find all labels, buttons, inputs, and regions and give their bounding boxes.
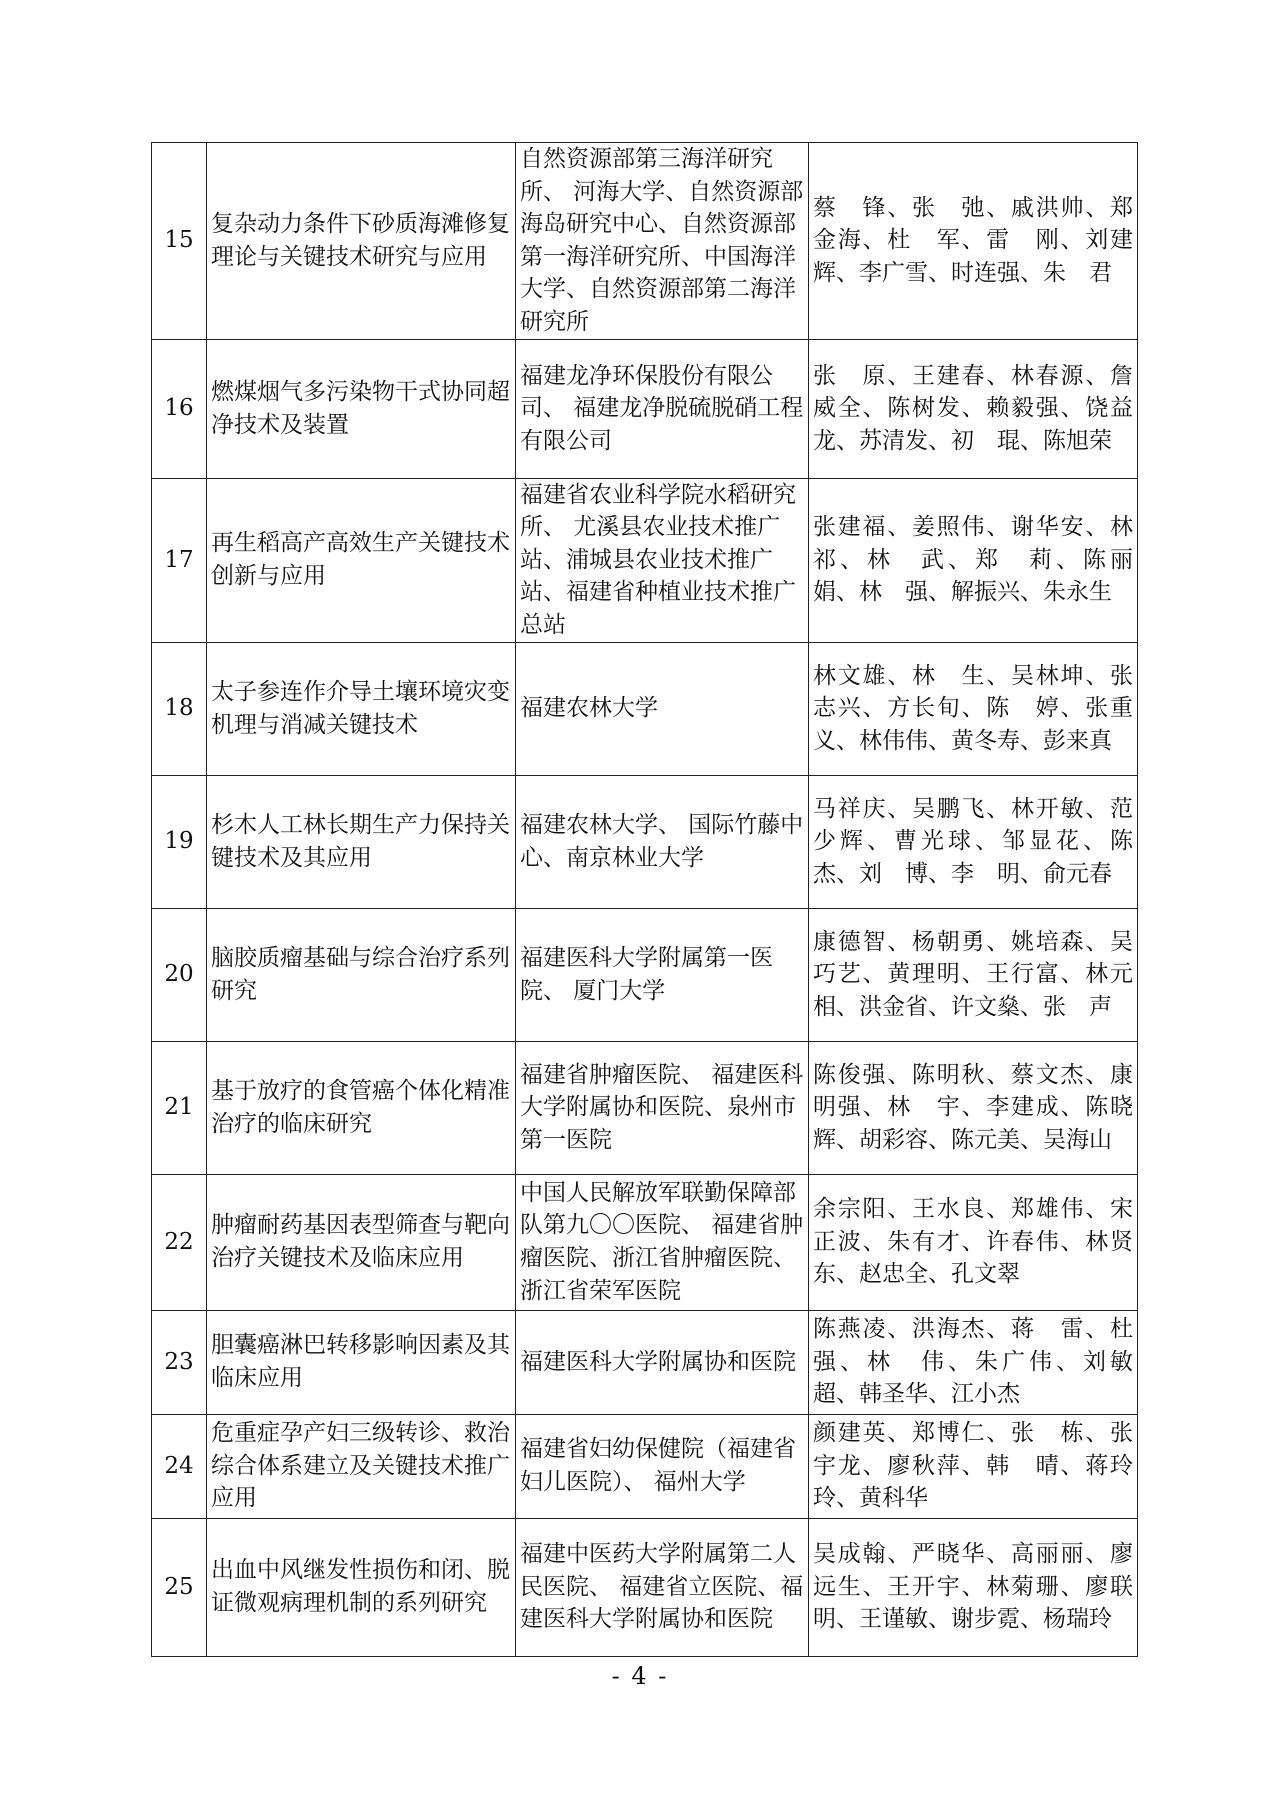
completing-units: 自然资源部第三海洋研究所、 河海大学、自然资源部海岛研究中心、自然资源部第一海洋研究所、中国海洋大学、自然资源部第二海洋研究所: [516, 143, 809, 340]
completing-people: 陈燕凌、洪海杰、蒋 雷、杜 强、林 伟、朱广伟、刘敏超、韩圣华、江小杰: [809, 1310, 1138, 1414]
completing-units: 福建龙净环保股份有限公司、 福建龙净脱硫脱硝工程有限公司: [516, 339, 809, 478]
completing-units: 福建医科大学附属第一医院、 厦门大学: [516, 908, 809, 1041]
table-row: [152, 339, 1138, 478]
completing-units: 福建中医药大学附属第二人民医院、 福建省立医院、福建医科大学附属协和医院: [516, 1518, 809, 1656]
page-number: - 4 -: [611, 1662, 669, 1690]
row-number: 16: [152, 339, 207, 478]
completing-units: 福建农林大学: [516, 642, 809, 775]
table-row: [152, 775, 1138, 908]
awards-table: [151, 142, 1156, 1657]
project-title: 太子参连作介导土壤环境灾变机理与消减关键技术: [207, 642, 516, 775]
project-title: 脑胶质瘤基础与综合治疗系列研究: [207, 908, 516, 1041]
row-number: 25: [152, 1518, 207, 1656]
completing-people: 林文雄、林 生、吴林坤、张志兴、方长旬、陈 婷、张重义、林伟伟、黄冬寿、彭来真: [809, 642, 1138, 775]
project-title: 危重症孕产妇三级转诊、救治综合体系建立及关键技术推广应用: [207, 1414, 516, 1518]
awards-table-body: [152, 143, 1156, 1657]
completing-people: 张建福、姜照伟、谢华安、林 祁、林 武、郑 莉、陈丽娟、林 强、解振兴、朱永生: [809, 478, 1138, 642]
row-number: 17: [152, 478, 207, 642]
completing-people: 吴成翰、严晓华、高丽丽、廖远生、王开宇、林菊珊、廖联明、王谨敏、谢步霓、杨瑞玲: [809, 1518, 1138, 1656]
row-number: 20: [152, 908, 207, 1041]
row-number: 24: [152, 1414, 207, 1518]
completing-people: 张 原、王建春、林春源、詹威全、陈树发、赖毅强、饶益龙、苏清发、初 琨、陈旭荣: [809, 339, 1138, 478]
table-row: [152, 143, 1138, 340]
row-number: 21: [152, 1041, 207, 1174]
project-title: 出血中风继发性损伤和闭、脱证微观病理机制的系列研究: [207, 1518, 516, 1656]
completing-people: 康德智、杨朝勇、姚培森、吴巧艺、黄理明、王行富、林元相、洪金省、许文燊、张 声: [809, 908, 1138, 1041]
completing-units: 中国人民解放军联勤保障部队第九〇〇医院、 福建省肿瘤医院、浙江省肿瘤医院、浙江省荣军医院: [516, 1174, 809, 1310]
table-row: [152, 1041, 1138, 1174]
row-number: 15: [152, 143, 207, 340]
project-title: 复杂动力条件下砂质海滩修复理论与关键技术研究与应用: [207, 143, 516, 340]
table-row: [152, 1518, 1138, 1656]
completing-people: 马祥庆、吴鹏飞、林开敏、范少辉、曹光球、邹显花、陈 杰、刘 博、李 明、俞元春: [809, 775, 1138, 908]
completing-units: 福建省妇幼保健院（福建省妇儿医院）、 福州大学: [516, 1414, 809, 1518]
completing-units: 福建省农业科学院水稻研究所、 尤溪县农业技术推广站、浦城县农业技术推广站、福建省种植业技术推广总站: [516, 478, 809, 642]
completing-people: 余宗阳、王水良、郑雄伟、宋正波、朱有才、许春伟、林贤东、赵忠全、孔文翠: [809, 1174, 1138, 1310]
row-number: 22: [152, 1174, 207, 1310]
project-title: 再生稻高产高效生产关键技术创新与应用: [207, 478, 516, 642]
completing-people: 陈俊强、陈明秋、蔡文杰、康明强、林 宇、李建成、陈晓辉、胡彩容、陈元美、吴海山: [809, 1041, 1138, 1174]
table-row: [152, 1414, 1138, 1518]
completing-people: 颜建英、郑博仁、张 栋、张宇龙、廖秋萍、韩 晴、蒋玲玲、黄科华: [809, 1414, 1138, 1518]
completing-people: 蔡 锋、张 弛、戚洪帅、郑金海、杜 军、雷 刚、刘建辉、李广雪、时连强、朱 君: [809, 143, 1138, 340]
project-title: 燃煤烟气多污染物干式协同超净技术及装置: [207, 339, 516, 478]
completing-units: 福建农林大学、 国际竹藤中心、南京林业大学: [516, 775, 809, 908]
completing-units: 福建医科大学附属协和医院: [516, 1310, 809, 1414]
table-row: [152, 908, 1138, 1041]
completing-units: 福建省肿瘤医院、 福建医科大学附属协和医院、泉州市第一医院: [516, 1041, 809, 1174]
project-title: 胆囊癌淋巴转移影响因素及其临床应用: [207, 1310, 516, 1414]
row-number: 18: [152, 642, 207, 775]
row-number: 19: [152, 775, 207, 908]
table-row: [152, 1174, 1138, 1310]
row-number: 23: [152, 1310, 207, 1414]
table-row: [152, 642, 1138, 775]
table-row: [152, 478, 1138, 642]
project-title: 杉木人工林长期生产力保持关键技术及其应用: [207, 775, 516, 908]
table-row: [152, 1310, 1138, 1414]
project-title: 基于放疗的食管癌个体化精准治疗的临床研究: [207, 1041, 516, 1174]
project-title: 肿瘤耐药基因表型筛查与靶向治疗关键技术及临床应用: [207, 1174, 516, 1310]
